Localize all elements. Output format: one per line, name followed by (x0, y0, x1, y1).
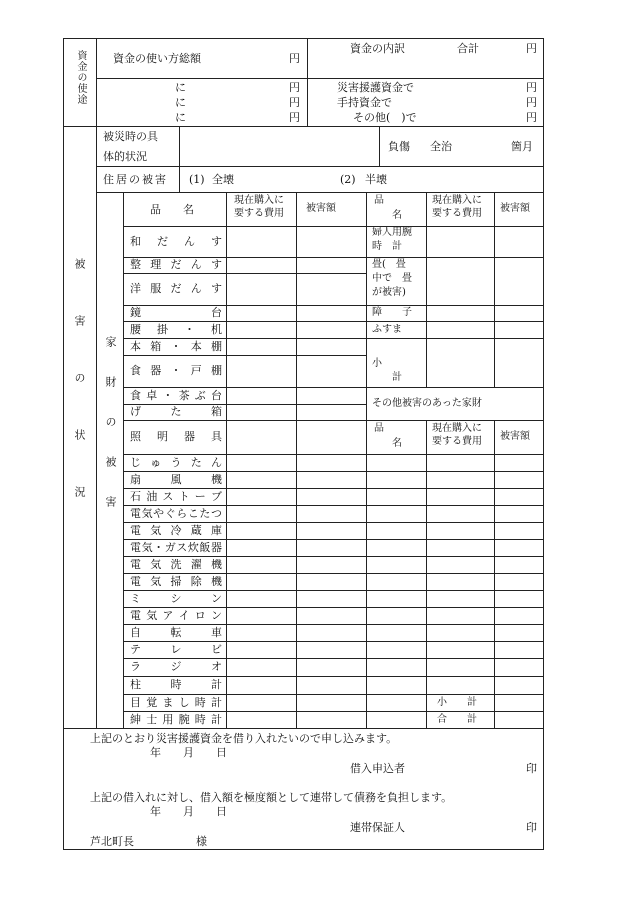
usage-yen-1: 円 (289, 81, 300, 94)
yen-sum: 円 (526, 42, 537, 55)
total-usage-label: 資金の使い方総額 (113, 52, 201, 65)
applicant-label: 借入申込者 (350, 762, 405, 775)
row-separator (366, 226, 544, 227)
applicant-seal: 印 (526, 762, 537, 775)
row-separator (123, 226, 366, 227)
usage-yen-2: 円 (289, 96, 300, 109)
row-separator (366, 321, 544, 322)
row-separator (123, 607, 366, 608)
household-item-row: ミ シ ン (130, 592, 222, 605)
yen-own: 円 (526, 96, 537, 109)
usage-ni-3: に (175, 111, 186, 124)
row-separator (123, 590, 366, 591)
row-separator (123, 711, 366, 712)
household-item-row: 柱 時 計 (130, 678, 222, 691)
right-col-damage: 被害額 (500, 203, 530, 214)
right-item-watch-2: 時 計 (372, 241, 402, 252)
row-separator (123, 694, 366, 695)
right-item-watch-1: 婦人用腕 (372, 227, 412, 238)
household-item-row: 鏡 台 (130, 306, 222, 319)
cure-label: 全治 (430, 140, 452, 153)
household-item-row: 本 箱 ・ 本 棚 (130, 340, 222, 353)
row-separator (366, 590, 544, 591)
option-full-destruction: 全壊 (212, 173, 234, 186)
row-separator (366, 305, 544, 306)
damage-section-label: 被害の状況 (73, 258, 86, 543)
row-separator (123, 387, 366, 388)
row-separator (123, 321, 366, 322)
breakdown-label: 資金の内訳 (350, 42, 405, 55)
row-separator (123, 522, 366, 523)
yen-loan: 円 (526, 81, 537, 94)
row-separator (123, 624, 366, 625)
row-separator (123, 454, 366, 455)
usage-yen-3: 円 (289, 111, 300, 124)
right-item-subtotal-1: 小 (372, 358, 382, 369)
row-separator (366, 522, 544, 523)
injury-label: 負傷 (388, 140, 410, 153)
row-separator (123, 338, 366, 339)
right-item-tatami-1: 畳( 畳 (372, 259, 406, 270)
household-item-row: 目 覚 ま し 時 計 (130, 696, 222, 709)
right-item-shoji: 障 子 (372, 307, 412, 318)
lower-col-item-2: 名 (392, 438, 402, 449)
loan-funds-label: 災害援護資金で (337, 81, 414, 94)
row-separator (366, 658, 544, 659)
row-separator (123, 641, 366, 642)
household-item-row: ラ ジ オ (130, 660, 222, 673)
row-separator (366, 556, 544, 557)
row-separator (123, 420, 366, 421)
row-separator (366, 471, 544, 472)
household-item-row: 電 気 洗 濯 機 (130, 558, 222, 571)
apply-date: 年 月 日 (150, 746, 227, 759)
guarantee-date: 年 月 日 (150, 805, 227, 818)
other-items-label: その他被害のあった家財 (372, 398, 482, 409)
household-item-row: 食 卓 ・ 茶 ぶ 台 (130, 389, 222, 402)
household-item-row: 整 理 だ ん す (130, 258, 222, 271)
lower-col-cost-1: 現在購入に (432, 423, 482, 434)
yen-total: 円 (289, 52, 300, 65)
row-separator (366, 505, 544, 506)
mayor-label: 芦北町長 (90, 835, 134, 848)
household-item-row: じ ゅ う た ん (130, 456, 222, 469)
row-separator (123, 658, 366, 659)
months-label: 箇月 (511, 140, 533, 153)
mayor-sama: 様 (196, 835, 207, 848)
row-separator (123, 305, 366, 306)
col-damage: 被害額 (306, 203, 336, 214)
usage-ni-2: に (175, 96, 186, 109)
right-item-tatami-3: が被害) (372, 287, 406, 298)
row-separator (366, 573, 544, 574)
row-separator (366, 338, 544, 339)
col-cost-2: 要する費用 (234, 208, 284, 219)
household-item-row: げ た 箱 (130, 405, 222, 418)
row-separator (366, 257, 544, 258)
household-item-row: 食 器 ・ 戸 棚 (130, 364, 222, 377)
specific-label-2: 体的状況 (103, 150, 147, 163)
row-separator (123, 539, 366, 540)
row-separator (366, 641, 544, 642)
row-separator (123, 355, 366, 356)
household-item-row: 電 気 ア イ ロ ン (130, 609, 222, 622)
option-2-number: (2) (340, 173, 356, 186)
household-item-row: 紳 士 用 腕 時 計 (130, 713, 222, 726)
yen-other: 円 (526, 111, 537, 124)
row-separator (123, 676, 366, 677)
right-col-cost-2: 要する費用 (432, 208, 482, 219)
apply-text: 上記のとおり災害援護資金を借り入れたいので申し込みます。 (90, 732, 398, 745)
row-separator (123, 488, 366, 489)
household-item-row: 電 気 や ぐ ら こ た つ (130, 507, 222, 520)
right-item-fusuma: ふすま (372, 324, 402, 335)
housing-damage-label: 住居の被害 (103, 173, 168, 186)
guarantor-seal: 印 (526, 821, 537, 834)
other-funds-label: その他( )で (353, 111, 417, 124)
guarantee-text: 上記の借入れに対し、借入額を極度額として連帯して債務を負担します。 (90, 791, 453, 804)
row-separator (366, 624, 544, 625)
row-separator (123, 257, 366, 258)
household-item-row: 扇 風 機 (130, 473, 222, 486)
household-item-row: 照 明 器 具 (130, 430, 222, 443)
sum-label: 合計 (457, 42, 479, 55)
row-separator (123, 273, 366, 274)
guarantor-label: 連帯保証人 (350, 821, 405, 834)
row-separator (123, 471, 366, 472)
usage-section-label: 資金の使途 (75, 50, 86, 105)
right-col-cost-1: 現在購入に (432, 195, 482, 206)
household-item-row: 電 気 ・ ガ ス 炊 飯 器 (130, 541, 222, 554)
household-item-row: 電 気 冷 蔵 庫 (130, 524, 222, 537)
right-col-item-1: 品 (374, 195, 384, 206)
household-item-row: 和 だ ん す (130, 235, 222, 248)
col-item-name: 品 名 (150, 203, 194, 216)
col-cost-1: 現在購入に (234, 195, 284, 206)
option-1-number: (1) (189, 173, 205, 186)
subtotal-label: 小 計 (437, 697, 477, 708)
row-separator (123, 505, 366, 506)
household-item-row: 石 油 ス ト ー ブ (130, 490, 222, 503)
lower-col-cost-2: 要する費用 (432, 436, 482, 447)
total-label: 合 計 (437, 714, 477, 725)
household-item-row: 腰 掛 ・ 机 (130, 323, 222, 336)
lower-col-damage: 被害額 (500, 431, 530, 442)
row-separator (366, 488, 544, 489)
lower-col-item-1: 品 (374, 423, 384, 434)
row-separator (123, 556, 366, 557)
household-item-row: 自 転 車 (130, 626, 222, 639)
household-damage-label: 家財の被害 (104, 336, 117, 536)
option-half-destruction: 半壊 (365, 173, 387, 186)
household-item-row: 電 気 掃 除 機 (130, 575, 222, 588)
row-separator (123, 573, 366, 574)
right-item-tatami-2: 中で 畳 (372, 273, 412, 284)
specific-label-1: 被災時の具 (103, 130, 158, 143)
right-item-subtotal-2: 計 (392, 372, 402, 383)
usage-ni-1: に (175, 81, 186, 94)
row-separator (123, 404, 366, 405)
own-funds-label: 手持資金で (337, 96, 392, 109)
row-separator (366, 607, 544, 608)
household-item-row: テ レ ビ (130, 643, 222, 656)
household-item-row: 洋 服 だ ん す (130, 282, 222, 295)
row-separator (366, 539, 544, 540)
row-separator (366, 676, 544, 677)
right-col-item-2: 名 (392, 210, 402, 221)
